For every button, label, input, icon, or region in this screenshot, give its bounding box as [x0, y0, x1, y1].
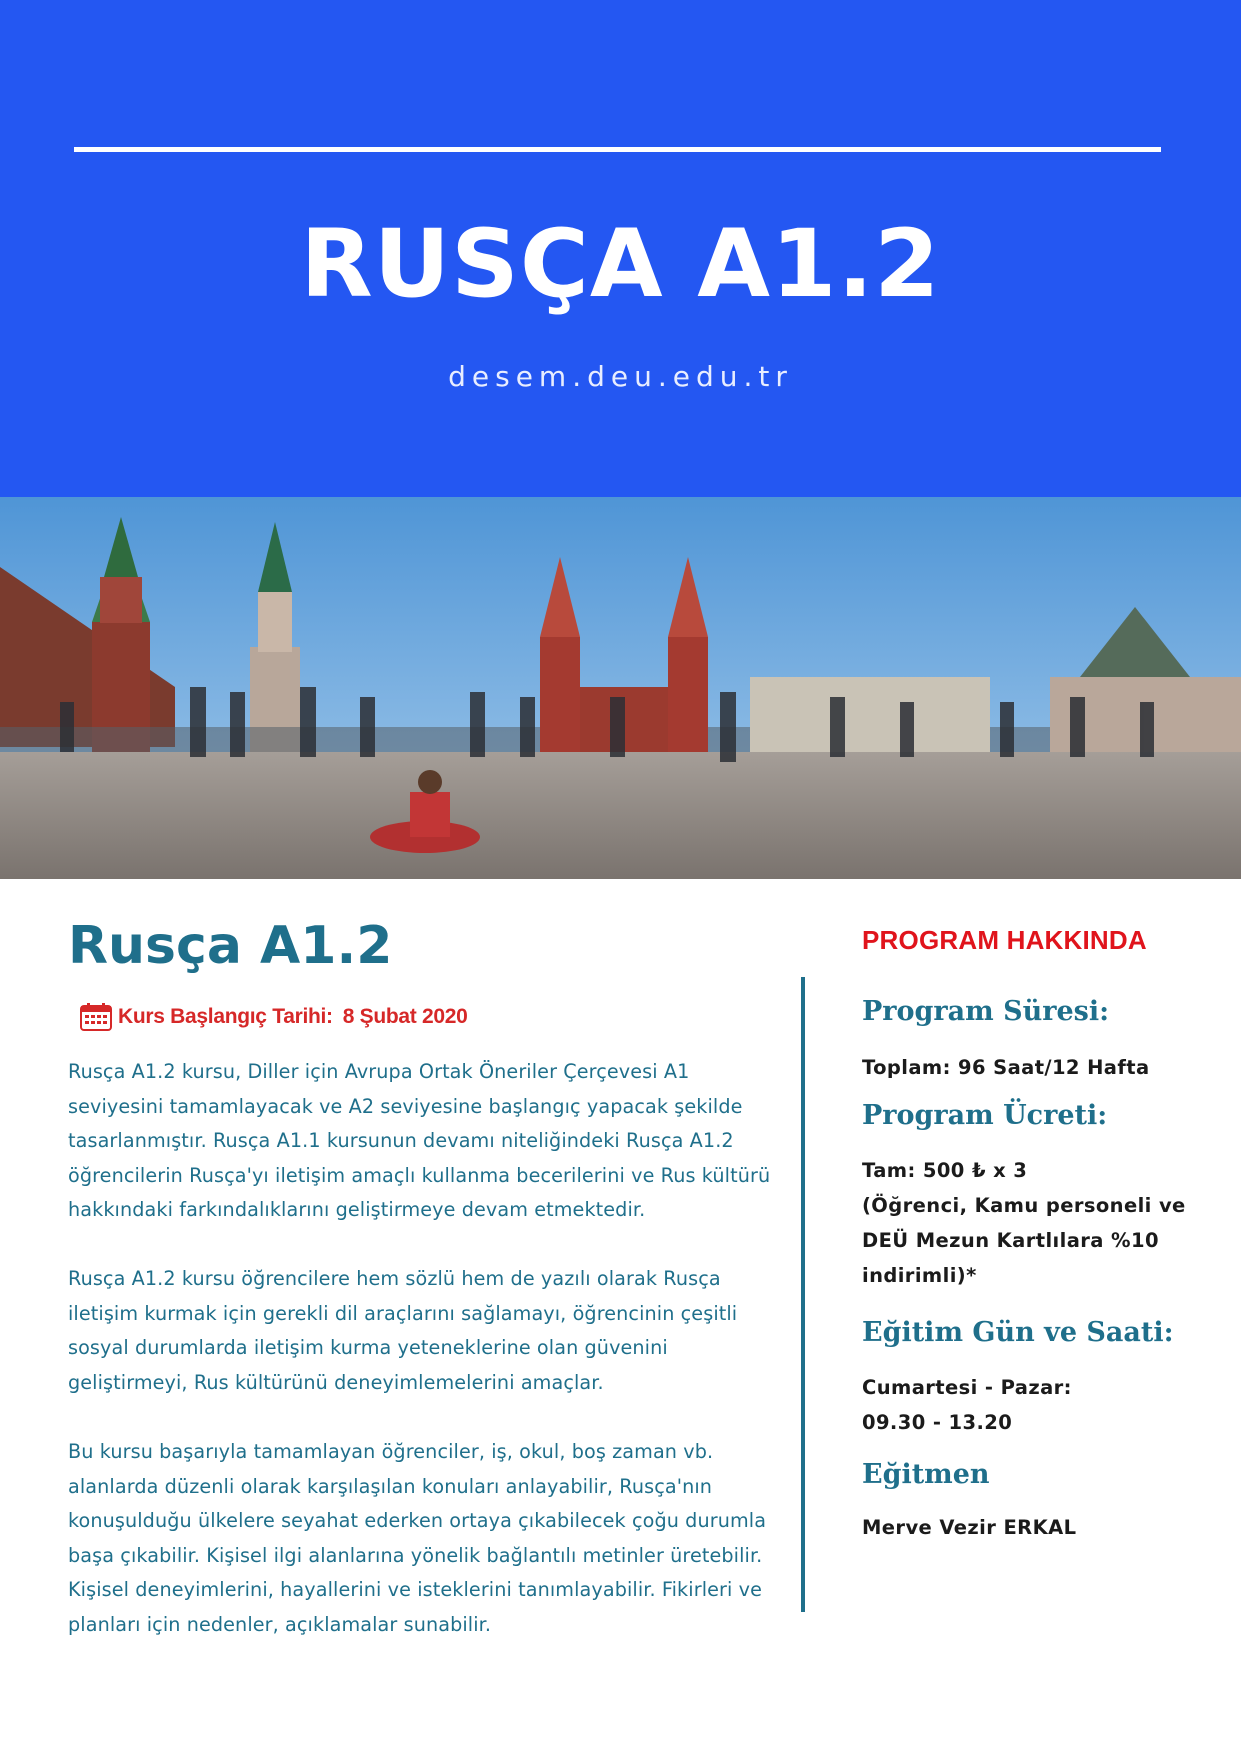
- site-url: desem.deu.edu.tr: [448, 360, 793, 393]
- schedule-hours: 09.30 - 13.20: [862, 1411, 1013, 1434]
- description-paragraph-1: Rusça A1.2 kursu, Diller için Avrupa Ortak Öneriler Çerçevesi A1 seviyesini tamamlayacak ve A2 seviyesine başlangıç yapacak şekilde tasarlanmıştır. Rusça A1.1 kursunun devamı niteliğindeki Rusça A1.2 öğrencilerin Rusça'yı iletişim amaçlı kullanma becerilerini ve Rus kültürü hakkındaki farkındalıklarını geliştirmeye devam etmektedir.: [68, 1060, 771, 1221]
- start-date-value: 8 Şubat 2020: [342, 1005, 468, 1028]
- duration-title: Program Süresi:: [862, 996, 1110, 1027]
- red-square-photo: [0, 497, 1241, 879]
- description-paragraph-2: Rusça A1.2 kursu öğrencilere hem sözlü hem de yazılı olarak Rusça iletişim kurmak için gerekli dil araçlarını sağlamayı, öğrencinin çeşitli sosyal durumlarda iletişim kurma yeteneklerine olan güvenini geliştirmeyi, Rus kültürünü deneyimlemelerini amaçlar.: [68, 1267, 738, 1394]
- instructor-title: Eğitmen: [862, 1459, 990, 1490]
- program-info-heading: PROGRAM HAKKINDA: [862, 925, 1147, 955]
- column-divider: [801, 977, 805, 1612]
- start-date-label: Kurs Başlangıç Tarihi:: [118, 1005, 333, 1028]
- header-divider: [74, 147, 1161, 152]
- start-date-row: [80, 1000, 468, 1034]
- photo-illustration: [0, 497, 1241, 879]
- schedule-title: Eğitim Gün ve Saati:: [862, 1317, 1174, 1348]
- fee-line: DEÜ Mezun Kartlılara %10: [862, 1229, 1159, 1252]
- fee-line: (Öğrenci, Kamu personeli ve: [862, 1194, 1186, 1217]
- fee-details: [862, 1153, 1232, 1293]
- page-title: RUSÇA A1.2: [300, 210, 941, 319]
- fee-line: Tam: 500 ₺ x 3: [862, 1159, 1028, 1182]
- header-banner: [0, 0, 1241, 497]
- schedule-details: [862, 1370, 1232, 1440]
- fee-line: indirimli)*: [862, 1264, 977, 1287]
- description-paragraph-3: Bu kursu başarıyla tamamlayan öğrenciler, iş, okul, boş zaman vb. alanlarda düzenli olarak karşılaşılan konuları anlayabilir, Rusça'nın konuşulduğu ülkelere seyahat ederken ortaya çıkabilecek çoğu durumla başa çıkabilir. Kişisel ilgi alanlarına yönelik bağlantılı metinler üretebilir. Kişisel deneyimlerini, hayallerini ve isteklerini tanımlayabilir. Fikirleri ve planları için nedenler, açıklamalar sunabilir.: [68, 1440, 767, 1636]
- schedule-days: Cumartesi - Pazar:: [862, 1376, 1072, 1399]
- calendar-icon: [80, 1003, 112, 1031]
- fee-title: Program Ücreti:: [862, 1100, 1108, 1131]
- instructor-name: Merve Vezir ERKAL: [862, 1516, 1077, 1539]
- duration-value: Toplam: 96 Saat/12 Hafta: [862, 1056, 1150, 1079]
- course-title: Rusça A1.2: [68, 916, 393, 976]
